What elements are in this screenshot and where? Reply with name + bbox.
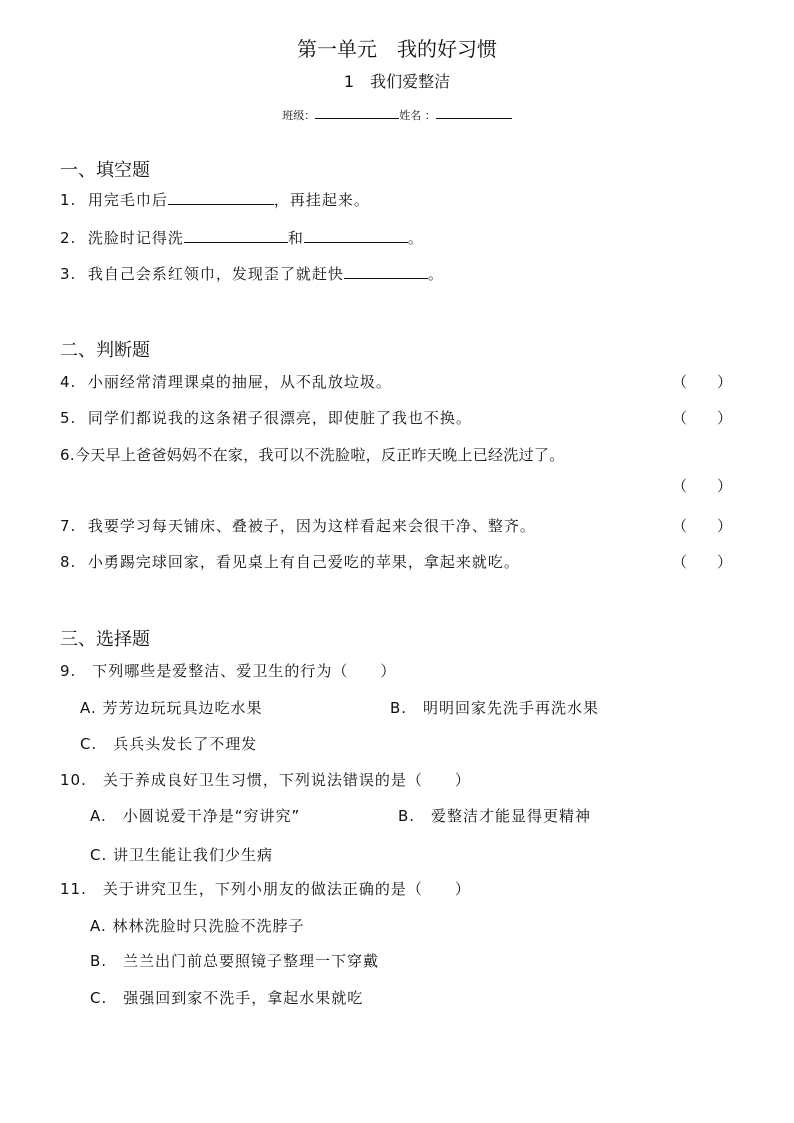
q5-text: 同学们都说我的这条裙子很漂亮，即使脏了我也不换。 [87,409,472,427]
q9-option-a[interactable]: A. 芳芳边玩玩具边吃水果 [80,699,263,717]
q4-answer-paren[interactable]: （ ） [672,373,733,391]
q2-blank-1[interactable] [184,228,288,243]
q3-text-pre: 我自己会系红领巾，发现歪了就赶快 [87,265,344,283]
q8-answer-paren[interactable]: （ ） [672,553,733,571]
class-label: 班级： [282,109,316,122]
name-blank[interactable] [436,106,512,119]
q4-number: 4. [60,373,77,391]
q8-number: 8. [60,553,77,571]
q10-option-c[interactable]: C. 讲卫生能让我们少生病 [90,846,274,864]
q2-blank-2[interactable] [304,228,408,243]
q11-option-b[interactable]: B. 兰兰出门前总要照镜子整理一下穿戴 [90,952,380,970]
q3-number: 3. [60,265,77,283]
q6-answer-paren[interactable]: （ ） [672,477,733,495]
q8-text: 小勇踢完球回家，看见桌上有自己爱吃的苹果，拿起来就吃。 [87,553,520,571]
student-info [0,106,794,123]
q1-text-post: ，再挂起来。 [273,191,370,209]
q11-option-c[interactable]: C. 强强回到家不洗手，拿起水果就吃 [90,989,364,1007]
q2-text-post: 。 [407,229,424,247]
q1-number: 1. [60,191,77,209]
q3-text-post: 。 [427,265,444,283]
question-10: 10. 关于养成良好卫生习惯，下列说法错误的是（ ） [60,771,471,789]
q2-text-pre: 洗脸时记得洗 [87,229,184,247]
q1-blank[interactable] [168,190,274,205]
section-true-false-heading: 二、判断题 [60,340,150,361]
q3-blank[interactable] [344,264,428,279]
page-title: 第一单元 我的好习惯 [297,37,497,61]
q2-number: 2. [60,229,77,247]
q9-option-b[interactable]: B. 明明回家先洗手再洗水果 [390,699,600,717]
q4-text: 小丽经常清理课桌的抽屉，从不乱放垃圾。 [87,373,392,391]
class-blank[interactable] [315,106,399,119]
question-3 [60,263,444,284]
question-9: 9. 下列哪些是爱整洁、爱卫生的行为（ ） [60,662,397,680]
q1-text-pre: 用完毛巾后 [87,191,168,209]
q7-number: 7. [60,517,77,535]
question-6 [60,444,565,465]
q6-text: 今天早上爸爸妈妈不在家，我可以不洗脸啦，反正昨天晚上已经洗过了。 [74,446,565,464]
q7-answer-paren[interactable]: （ ） [672,517,733,535]
q5-number: 5. [60,409,77,427]
q7-text: 我要学习每天铺床、叠被子，因为这样看起来会很干净、整齐。 [87,517,536,535]
q10-option-a[interactable]: A. 小圆说爱干净是“穷讲究” [90,807,301,825]
q6-number: 6. [60,446,75,464]
question-1 [60,189,370,210]
question-8 [60,551,520,572]
q2-text-mid: 和 [287,229,304,247]
question-11: 11. 关于讲究卫生，下列小朋友的做法正确的是（ ） [60,880,471,898]
question-7 [60,515,536,536]
q9-option-c[interactable]: C. 兵兵头发长了不理发 [80,735,258,753]
question-2 [60,227,424,248]
section-fill-in-heading: 一、填空题 [60,160,150,181]
section-multiple-choice-heading: 三、选择题 [60,629,150,650]
q5-answer-paren[interactable]: （ ） [672,409,733,427]
question-4 [60,371,392,392]
q10-option-b[interactable]: B. 爱整洁才能显得更精神 [398,807,592,825]
question-5 [60,407,472,428]
q11-option-a[interactable]: A. 林林洗脸时只洗脸不洗脖子 [90,917,305,935]
lesson-title: 1 我们爱整洁 [343,72,451,91]
name-label: 姓名 ： [399,109,436,122]
